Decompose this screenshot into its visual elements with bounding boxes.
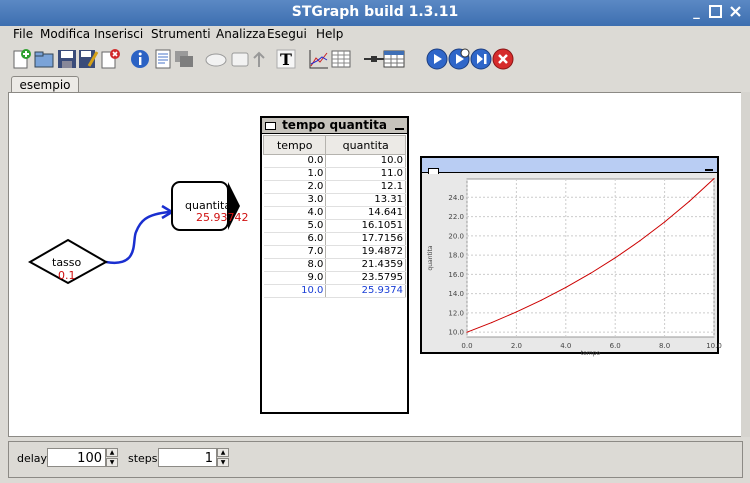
steps-input[interactable]: 1 bbox=[158, 448, 217, 467]
svg-text:T: T bbox=[280, 50, 292, 69]
cell-quantita[interactable]: 12.1 bbox=[326, 181, 406, 194]
table-window-minimize-button[interactable] bbox=[395, 128, 404, 130]
data-point bbox=[491, 322, 492, 323]
arrow-up-icon[interactable] bbox=[248, 48, 270, 70]
tasso-node-label[interactable]: tasso bbox=[52, 256, 82, 269]
quantita-node-label[interactable]: quantita bbox=[185, 199, 232, 212]
cell-tempo[interactable]: 4.0 bbox=[264, 207, 326, 220]
cell-quantita[interactable]: 10.0 bbox=[326, 155, 406, 168]
column-header-quantita[interactable]: quantita bbox=[326, 136, 406, 155]
ellipse-tool-icon[interactable] bbox=[205, 48, 227, 70]
cell-quantita[interactable]: 23.5795 bbox=[326, 272, 406, 285]
model-diagram bbox=[20, 170, 250, 290]
table-row[interactable] bbox=[264, 194, 406, 207]
data-point bbox=[639, 240, 640, 241]
cell-tempo[interactable]: 3.0 bbox=[264, 194, 326, 207]
data-point bbox=[590, 273, 591, 274]
table-row[interactable] bbox=[264, 220, 406, 233]
cell-quantita[interactable]: 19.4872 bbox=[326, 246, 406, 259]
table-row[interactable] bbox=[264, 259, 406, 272]
table-window-title[interactable]: tempo quantita bbox=[262, 118, 407, 134]
tasso-node-value: 0.1 bbox=[58, 269, 76, 282]
chart-tool-icon[interactable] bbox=[308, 48, 330, 70]
chart-window[interactable] bbox=[420, 156, 722, 357]
menu-analizza[interactable]: Analizza bbox=[216, 27, 266, 41]
document-properties-icon[interactable] bbox=[152, 48, 174, 70]
save-icon[interactable] bbox=[56, 48, 78, 70]
cell-tempo[interactable]: 1.0 bbox=[264, 168, 326, 181]
cell-quantita[interactable]: 13.31 bbox=[326, 194, 406, 207]
vertical-scrollbar[interactable] bbox=[741, 92, 750, 437]
grid-tool-icon[interactable] bbox=[383, 48, 405, 70]
info-icon[interactable] bbox=[129, 48, 151, 70]
data-point bbox=[516, 311, 517, 312]
x-axis-label: tempo bbox=[580, 350, 601, 357]
close-icon bbox=[729, 5, 742, 18]
simulation-controls-bar bbox=[8, 441, 743, 478]
cell-tempo[interactable]: 6.0 bbox=[264, 233, 326, 246]
save-as-icon[interactable] bbox=[77, 48, 99, 70]
cell-tempo[interactable]: 8.0 bbox=[264, 259, 326, 272]
steps-increment-button[interactable]: ▲ bbox=[217, 448, 229, 457]
close-file-icon[interactable] bbox=[99, 48, 121, 70]
table-tool-icon[interactable] bbox=[330, 48, 352, 70]
x-tick-label: 0.0 bbox=[461, 342, 473, 350]
menu-file[interactable]: File bbox=[13, 27, 34, 41]
x-tick-label: 4.0 bbox=[560, 342, 572, 350]
y-tick-label: 12.0 bbox=[448, 309, 464, 318]
cell-tempo[interactable]: 2.0 bbox=[264, 181, 326, 194]
table-row[interactable] bbox=[264, 285, 406, 298]
data-point bbox=[541, 300, 542, 301]
window-title: STGraph build 1.3.11 bbox=[291, 4, 459, 20]
y-tick-label: 24.0 bbox=[448, 193, 464, 202]
x-tick-label: 8.0 bbox=[659, 342, 671, 350]
cell-tempo[interactable]: 0.0 bbox=[264, 155, 326, 168]
menu-inserisci[interactable]: Inserisci bbox=[94, 27, 144, 41]
cell-tempo[interactable]: 5.0 bbox=[264, 220, 326, 233]
run-icon[interactable] bbox=[426, 48, 448, 70]
table-row[interactable] bbox=[264, 272, 406, 285]
cell-quantita[interactable]: 25.9374 bbox=[326, 285, 406, 298]
steps-label: steps bbox=[128, 452, 158, 465]
line-chart bbox=[422, 173, 722, 357]
x-tick-label: 6.0 bbox=[609, 342, 621, 350]
flow-connector bbox=[106, 212, 170, 263]
menu-modifica[interactable]: Modifica bbox=[40, 27, 91, 41]
cell-quantita[interactable]: 21.4359 bbox=[326, 259, 406, 272]
cell-tempo[interactable]: 10.0 bbox=[264, 285, 326, 298]
y-tick-label: 14.0 bbox=[448, 290, 464, 299]
delay-decrement-button[interactable]: ▼ bbox=[106, 458, 118, 467]
chart-window-titlebar[interactable] bbox=[422, 158, 717, 173]
table-row[interactable] bbox=[264, 207, 406, 220]
table-row[interactable] bbox=[264, 168, 406, 181]
cell-quantita[interactable]: 11.0 bbox=[326, 168, 406, 181]
y-tick-label: 18.0 bbox=[448, 251, 464, 260]
maximize-button[interactable] bbox=[708, 5, 723, 20]
y-tick-label: 10.0 bbox=[448, 328, 464, 337]
x-tick-label: 2.0 bbox=[510, 342, 522, 350]
data-point bbox=[466, 332, 467, 333]
x-tick-label: 10.0 bbox=[706, 342, 722, 350]
cell-quantita[interactable]: 14.641 bbox=[326, 207, 406, 220]
data-point bbox=[689, 201, 690, 202]
column-header-tempo[interactable]: tempo bbox=[264, 136, 326, 155]
menu-help[interactable]: Help bbox=[316, 27, 344, 41]
close-window-button[interactable] bbox=[728, 5, 743, 20]
text-tool-icon[interactable] bbox=[275, 48, 297, 70]
y-tick-label: 20.0 bbox=[448, 232, 464, 241]
delay-input[interactable]: 100 bbox=[47, 448, 106, 467]
tab-esempio[interactable]: esempio bbox=[11, 76, 79, 94]
delay-label: delay bbox=[17, 452, 48, 465]
table-row[interactable] bbox=[264, 155, 406, 168]
quantita-node-value: 25.93742 bbox=[196, 211, 249, 224]
cell-quantita[interactable]: 16.1051 bbox=[326, 220, 406, 233]
menu-strumenti[interactable]: Strumenti bbox=[151, 27, 211, 41]
y-tick-label: 22.0 bbox=[448, 213, 464, 222]
data-point bbox=[615, 257, 616, 258]
data-point bbox=[664, 221, 665, 222]
table-row[interactable] bbox=[264, 246, 406, 259]
data-point bbox=[713, 178, 714, 179]
table-row[interactable] bbox=[264, 181, 406, 194]
data-point bbox=[565, 287, 566, 288]
cell-quantita[interactable]: 17.7156 bbox=[326, 233, 406, 246]
cell-tempo[interactable]: 7.0 bbox=[264, 246, 326, 259]
new-file-icon[interactable] bbox=[10, 48, 32, 70]
windows-icon[interactable] bbox=[173, 48, 195, 70]
delay-increment-button[interactable]: ▲ bbox=[106, 448, 118, 457]
data-table bbox=[263, 135, 406, 298]
menu-esegui[interactable]: Esegui bbox=[267, 27, 307, 41]
cell-tempo[interactable]: 9.0 bbox=[264, 272, 326, 285]
y-axis-label: quantita bbox=[427, 245, 434, 271]
connector-tool-icon[interactable] bbox=[363, 48, 385, 70]
y-tick-label: 16.0 bbox=[448, 270, 464, 279]
maximize-icon bbox=[709, 5, 722, 18]
run-timed-icon[interactable] bbox=[448, 48, 470, 70]
table-window-menu-button[interactable] bbox=[265, 122, 276, 130]
minimize-button[interactable]: _ bbox=[693, 5, 700, 20]
table-window[interactable] bbox=[260, 116, 409, 414]
chart-window-minimize-button[interactable] bbox=[705, 169, 713, 171]
steps-decrement-button[interactable]: ▼ bbox=[217, 458, 229, 467]
stop-icon[interactable] bbox=[492, 48, 514, 70]
step-icon[interactable] bbox=[470, 48, 492, 70]
table-row[interactable] bbox=[264, 233, 406, 246]
open-file-icon[interactable] bbox=[33, 48, 55, 70]
